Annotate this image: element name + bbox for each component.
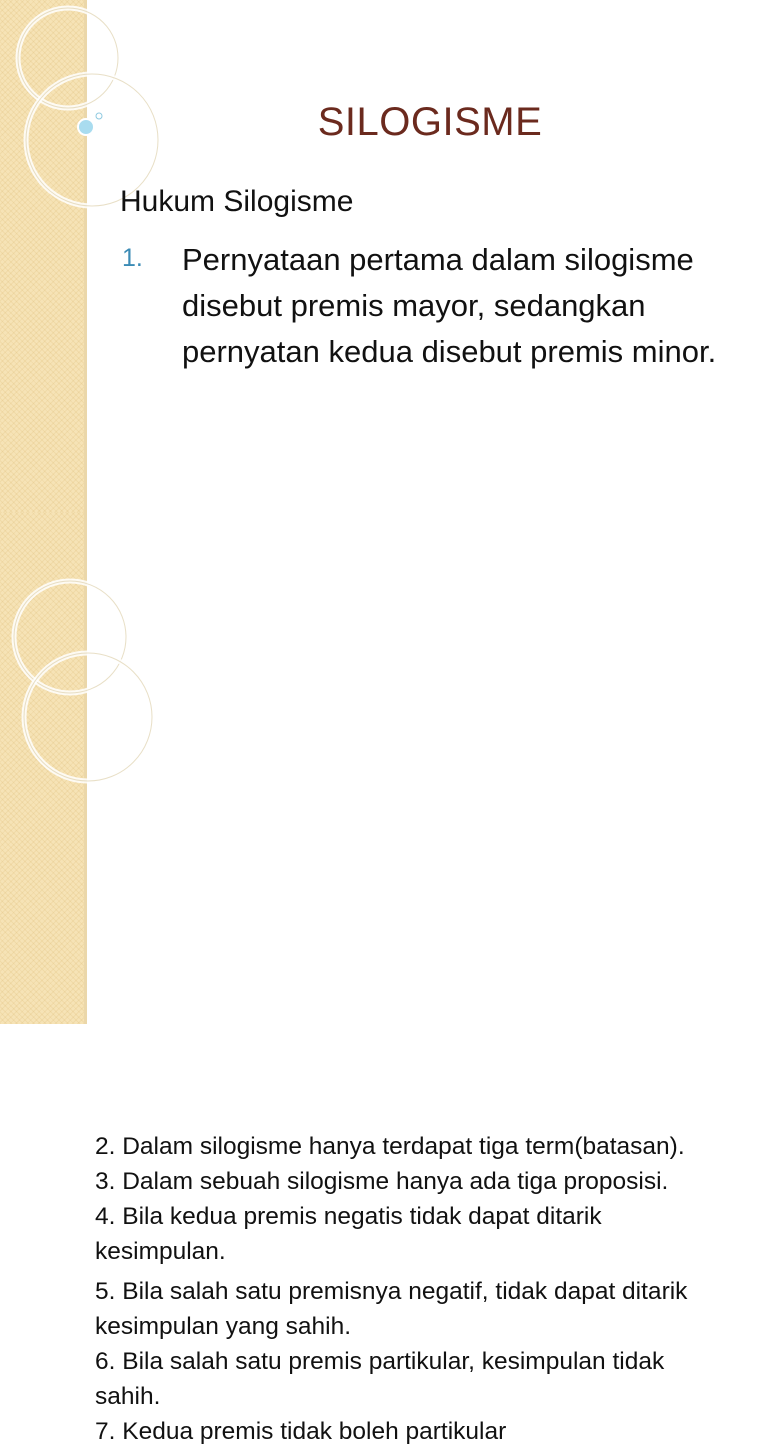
decorative-rings-icon [0, 512, 200, 772]
slide-2 [0, 512, 768, 1445]
slide-title: SILOGISME [317, 100, 543, 144]
law-list [95, 1129, 735, 1449]
list-item: 5. Bila salah satu premisnya negatif, tidak dapat ditarik kesimpulan yang sahih. [95, 1278, 688, 1340]
slide-1 [0, 0, 768, 512]
subheading: Hukum Silogisme [120, 185, 354, 218]
list-text: Pernyataan pertama dalam silogisme disebut premis mayor, sedangkan pernyatan kedua disebut premis minor. [182, 242, 717, 369]
list-item [122, 237, 722, 375]
list-item: 4. Bila kedua premis negatis tidak dapat ditarik kesimpulan. [95, 1203, 602, 1265]
list-item: 3. Dalam sebuah silogisme hanya ada tiga proposisi. [95, 1168, 669, 1195]
list-item: 7. Kedua premis tidak boleh partikular [95, 1418, 507, 1445]
list-number: 1. [122, 244, 143, 272]
list-item: 6. Bila salah satu premis partikular, kesimpulan tidak sahih. [95, 1348, 665, 1410]
list-item: 2. Dalam silogisme hanya terdapat tiga term(batasan). [95, 1133, 685, 1160]
